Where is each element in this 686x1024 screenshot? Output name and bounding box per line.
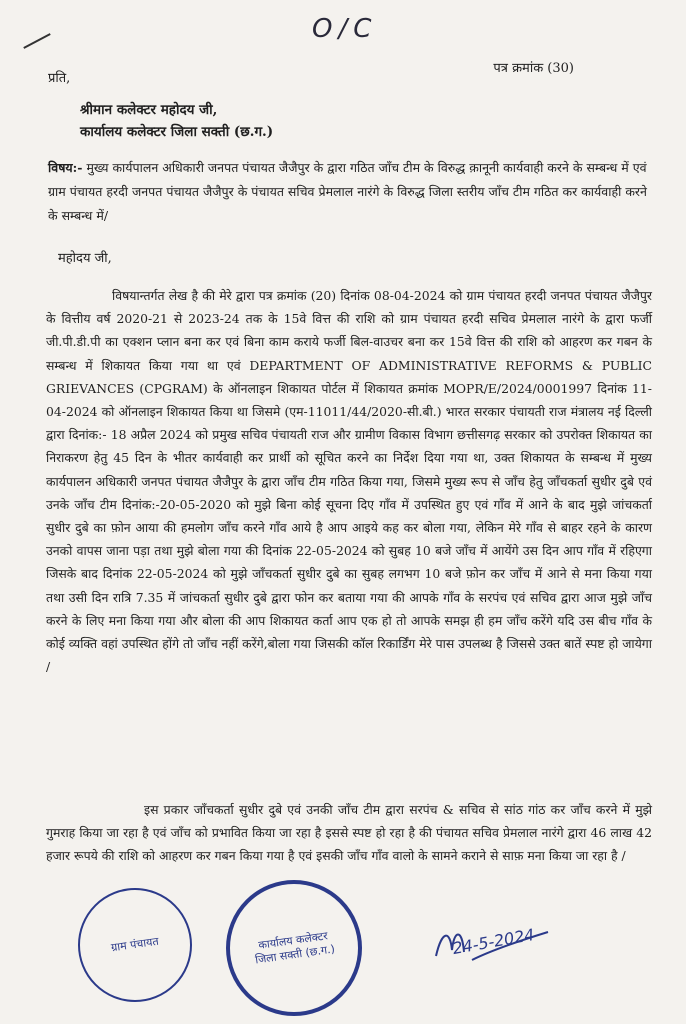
letter-number: पत्र क्रमांक (30) xyxy=(493,61,574,76)
addressee-line1: श्रीमान कलेक्टर महोदय जी, xyxy=(80,102,218,118)
signature-date: 24-5-2024 xyxy=(450,924,536,959)
seal-right-text: कार्यालय कलेक्टर जिला सक्ती (छ.ग.) xyxy=(254,929,336,967)
to-label: प्रति, xyxy=(48,71,71,86)
salutation: महोदय जी, xyxy=(58,251,112,266)
seal-left-text: ग्राम पंचायत xyxy=(110,934,160,955)
office-copy-mark: O/C xyxy=(312,14,378,44)
addressee-line2: कार्यालय कलेक्टर जिला सक्ती (छ.ग.) xyxy=(80,124,274,140)
body-paragraph-2: इस प्रकार जाँचकर्ता सुधीर दुबे एवं उनकी जाँच टीम द्वारा सरपंच & सचिव से सांठ गांठ कर जाँच करने में मुझे गुमराह किया जा रहा है एवं जाँच को प्रभावित किया जा रहा है इससे स्पष्ट हो रहा है की पंचायत सचिव प्रेमलाल नारंगे द्वारा 46 लाख 42 हजार रूपये की राशि को आहरण कर गबन किया गया है एवं इसकी जाँच गाँव वालो के सामने कराने से साफ़ मना किया जा रहा है / xyxy=(46,802,652,864)
pen-stroke xyxy=(23,33,50,49)
subject-label: विषय:- xyxy=(48,160,83,175)
subject xyxy=(48,156,648,228)
body-paragraph-1: विषयान्तर्गत लेख है की मेरे द्वारा पत्र क्रमांक (20) दिनांक 08-04-2024 को ग्राम पंचायत हरदी जनपत पंचायत जैजैपुर के वित्तीय वर्ष 2020-21 से 2023-24 तक के 15वे वित्त की राशि को ग्राम पंचायत हरदी सचिव प्रेमलाल नारंगे के द्वारा फर्जी जी.पी.डी.पी का एक्शन प्लान बना कर एवं बिना काम कराये फर्जी बिल-वाउचर बना कर 15वे वित्त की राशि को आहरण कर गबन के सम्बन्ध में शिकायत किया गया था एवं DEPARTMENT OF ADMINISTRATIVE REFORMS & PUBLIC GRIEVANCES (CPGRAM) के ऑनलाइन शिकायत पोर्टल में शिकायत क्रमांक MOPR/E/2024/0001997 दिनांक 11-04-2024 को ऑनलाइन शिकायत किया था जिसमे (एम-11011/44/2020-सी.बी.) भारत सरकार पंचायती राज मंत्रालय नई दिल्ली द्वारा दिनांक:- 18 अप्रैल 2024 को प्रमुख सचिव पंचायती राज और ग्रामीण विकास विभाग छत्तीसगढ़ सरकार को उपरोक्त शिकायत का निराकरण हेतु 45 दिन के भीतर कार्यवाही कर प्रार्थी को सूचित करने का निर्देश दिया गया था, उक्त शिकायत के सम्बन्ध में मुख्य कार्यपालन अधिकारी जनपत पंचायत जैजैपुर के द्वारा जाँच टीम गठित किया गया, जिसमे मुख्य रूप से जाँच हेतु जाँचकर्ता सुधीर दुबे एवं उनके जाँच टीम दिनांक:-20-05-2020 को मुझे बिना कोई सूचना दिए गाँव में उपस्थित हुए एवं गाँव में आने के बाद मुझे जांचकर्ता सुधीर दुबे का फ़ोन आया की हमलोग जाँच करने गाँव आये है आप आइये कह कर बोला गया, लेकिन मेरे गाँव से बाहर रहने के कारण उनको वापस जाना पड़ा तथा मुझे बोला गया की दिनांक 22-05-2024 को सुबह 10 बजे जाँच में आयेंगे उस दिन आप गाँव में रहिएगा जिसके बाद दिनांक 22-05-2024 को मुझे जाँचकर्ता सुधीर दुबे का सुबह लगभग 10 बजे फ़ोन कर जाँच में आने से मना किया गया तथा उसी दिन रात्रि 7.35 में जांचकर्ता सुधीर दुबे द्वारा फोन कर बताया गया की आपके गाँव के सरपंच एवं सचिव द्वारा आज मुझे जाँच करने के लिए मना किया गया और बोला की आप शिकायत कर्ता आप एक हो तो आपके समझ ही हम जाँच करेंगे यदि उस बीच गाँव के कोई व्यक्ति वहां उपस्थित होंगे तो जाँच नहीं करेंगे,बोला गया जिसकी कॉल रिकार्डिंग मेरे पास उपलब्ध है जिससे उक्त बातें स्पष्ट हो जायेगा / xyxy=(46,288,652,675)
seal-stamp-right xyxy=(226,880,362,1016)
seal-stamp-left xyxy=(78,888,192,1002)
subject-text: मुख्य कार्यपालन अधिकारी जनपत पंचायत जैजैपुर के द्वारा गठित जाँच टीम के विरुद्ध क़ानूनी कार्यवाही करने के सम्बन्ध में एवं ग्राम पंचायत हरदी जनपत पंचायत जैजैपुर के पंचायत सचिव प्रेमलाल नारंगे के विरुद्ध जिला स्तरीय जाँच टीम गठित कर कार्यवाही करने के सम्बन्ध में/ xyxy=(48,160,647,223)
